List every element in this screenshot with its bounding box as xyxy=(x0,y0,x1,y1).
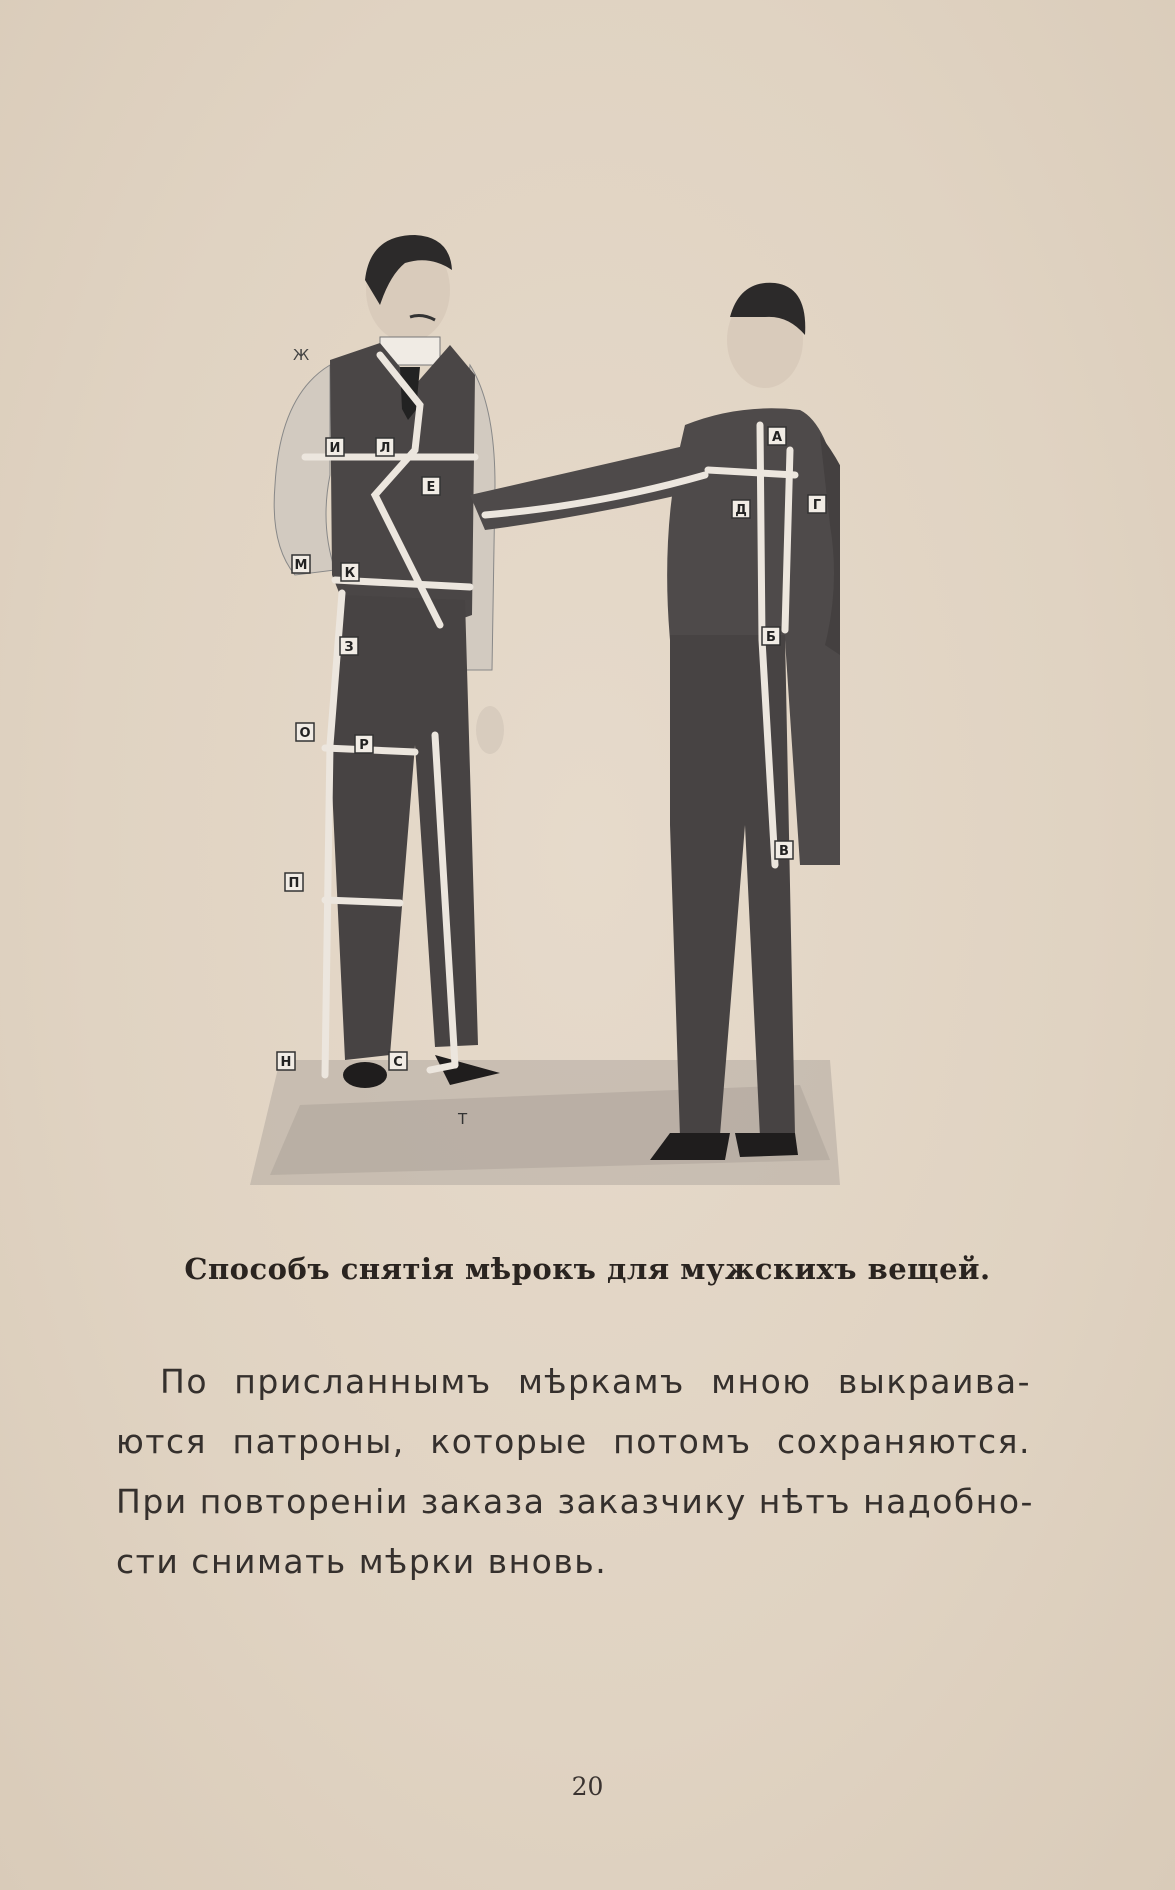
marker-s: С xyxy=(393,1055,403,1070)
marker-e: Е xyxy=(426,480,436,495)
figure-caption: Способъ снятія мѣрокъ для мужскихъ вещей. xyxy=(184,1252,991,1286)
paragraph-line: При повтореніи заказа заказчику нѣтъ надобно- xyxy=(116,1482,1034,1521)
measurement-illustration xyxy=(240,225,840,1200)
marker-m: М xyxy=(294,558,308,573)
marker-t: Т xyxy=(458,1110,468,1128)
marker-r: Р xyxy=(359,738,369,753)
marker-i: И xyxy=(329,441,341,456)
marker-o: О xyxy=(299,726,311,741)
marker-p: П xyxy=(288,876,300,891)
illustration-svg xyxy=(240,225,840,1200)
marker-zh: Ж xyxy=(293,346,310,364)
marker-l: Л xyxy=(379,441,391,456)
paragraph-line: сти снимать мѣрки вновь. xyxy=(116,1542,608,1581)
page-number: 20 xyxy=(571,1772,604,1801)
paragraph-line: По присланнымъ мѣркамъ мною выкраива- xyxy=(160,1362,1031,1401)
right-figure xyxy=(470,283,840,1160)
marker-k: К xyxy=(344,566,356,581)
marker-a: А xyxy=(771,430,783,445)
marker-n: Н xyxy=(280,1055,292,1070)
marker-g: Г xyxy=(812,498,822,513)
marker-b: Б xyxy=(766,630,776,645)
paragraph-line: ются патроны, которые потомъ сохраняются. xyxy=(116,1422,1031,1461)
marker-z: З xyxy=(344,640,354,655)
marker-v: В xyxy=(779,844,789,859)
body-paragraph xyxy=(116,1352,1034,1592)
marker-d: Д xyxy=(735,503,747,518)
